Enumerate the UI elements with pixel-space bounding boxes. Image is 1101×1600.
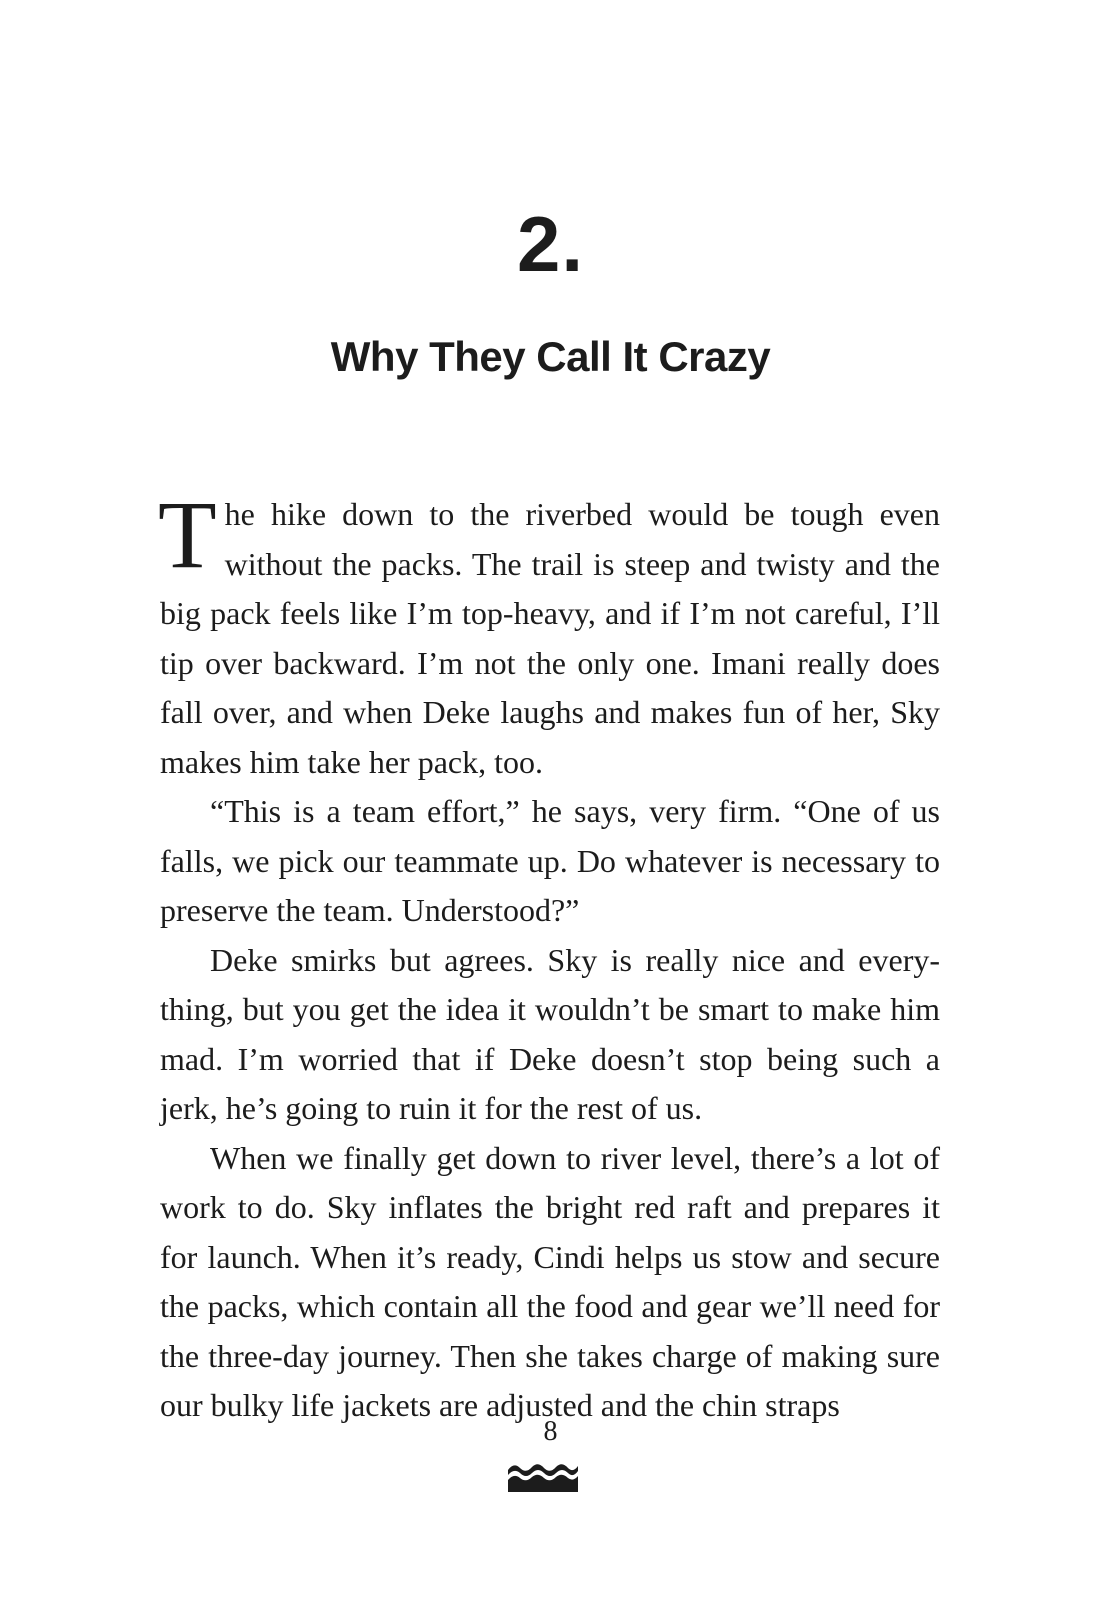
- paragraph-1-text: he hike down to the riverbed would be tough even without the packs. The trail is steep and twisty and the big pack feels like I’m top-heavy, and if I’m not careful, I’ll tip over backward. I’m not the only one. Imani really does fall over, and when Deke laughs and makes fun of her, Sky makes him take her pack, too.: [160, 496, 940, 780]
- page-number: 8: [543, 1416, 558, 1447]
- paragraph-4: When we finally get down to river level, there’s a lot of work to do. Sky inflates the bright red raft and prepares it for launch. When it’s ready, Cindi helps us stow and secure the packs, which contain all the food and gear we’ll need for the three-day journey. Then she takes charge of making sure our bulky life jackets are adjusted and the chin straps: [160, 1139, 940, 1423]
- chapter-title: Why They Call It Crazy: [330, 333, 771, 380]
- drop-cap: T: [158, 481, 217, 588]
- paragraph-2: “This is a team effort,” he says, very firm. “One of us falls, we pick our teammate up. Do whatever is necessary to preserve the team. Understood?”: [160, 793, 940, 928]
- paragraph-3: Deke smirks but agrees. Sky is really nice and everything, but you get the idea it wouldn’t be smart to make him mad. I’m worried that if Deke doesn’t stop being such a jerk, he’s going to ruin it for the rest of us.: [160, 941, 940, 1126]
- chapter-number: 2.: [516, 200, 585, 288]
- chapter-body: [158, 481, 940, 1431]
- wave-icon: [508, 1458, 578, 1492]
- paragraph-1: [158, 481, 940, 787]
